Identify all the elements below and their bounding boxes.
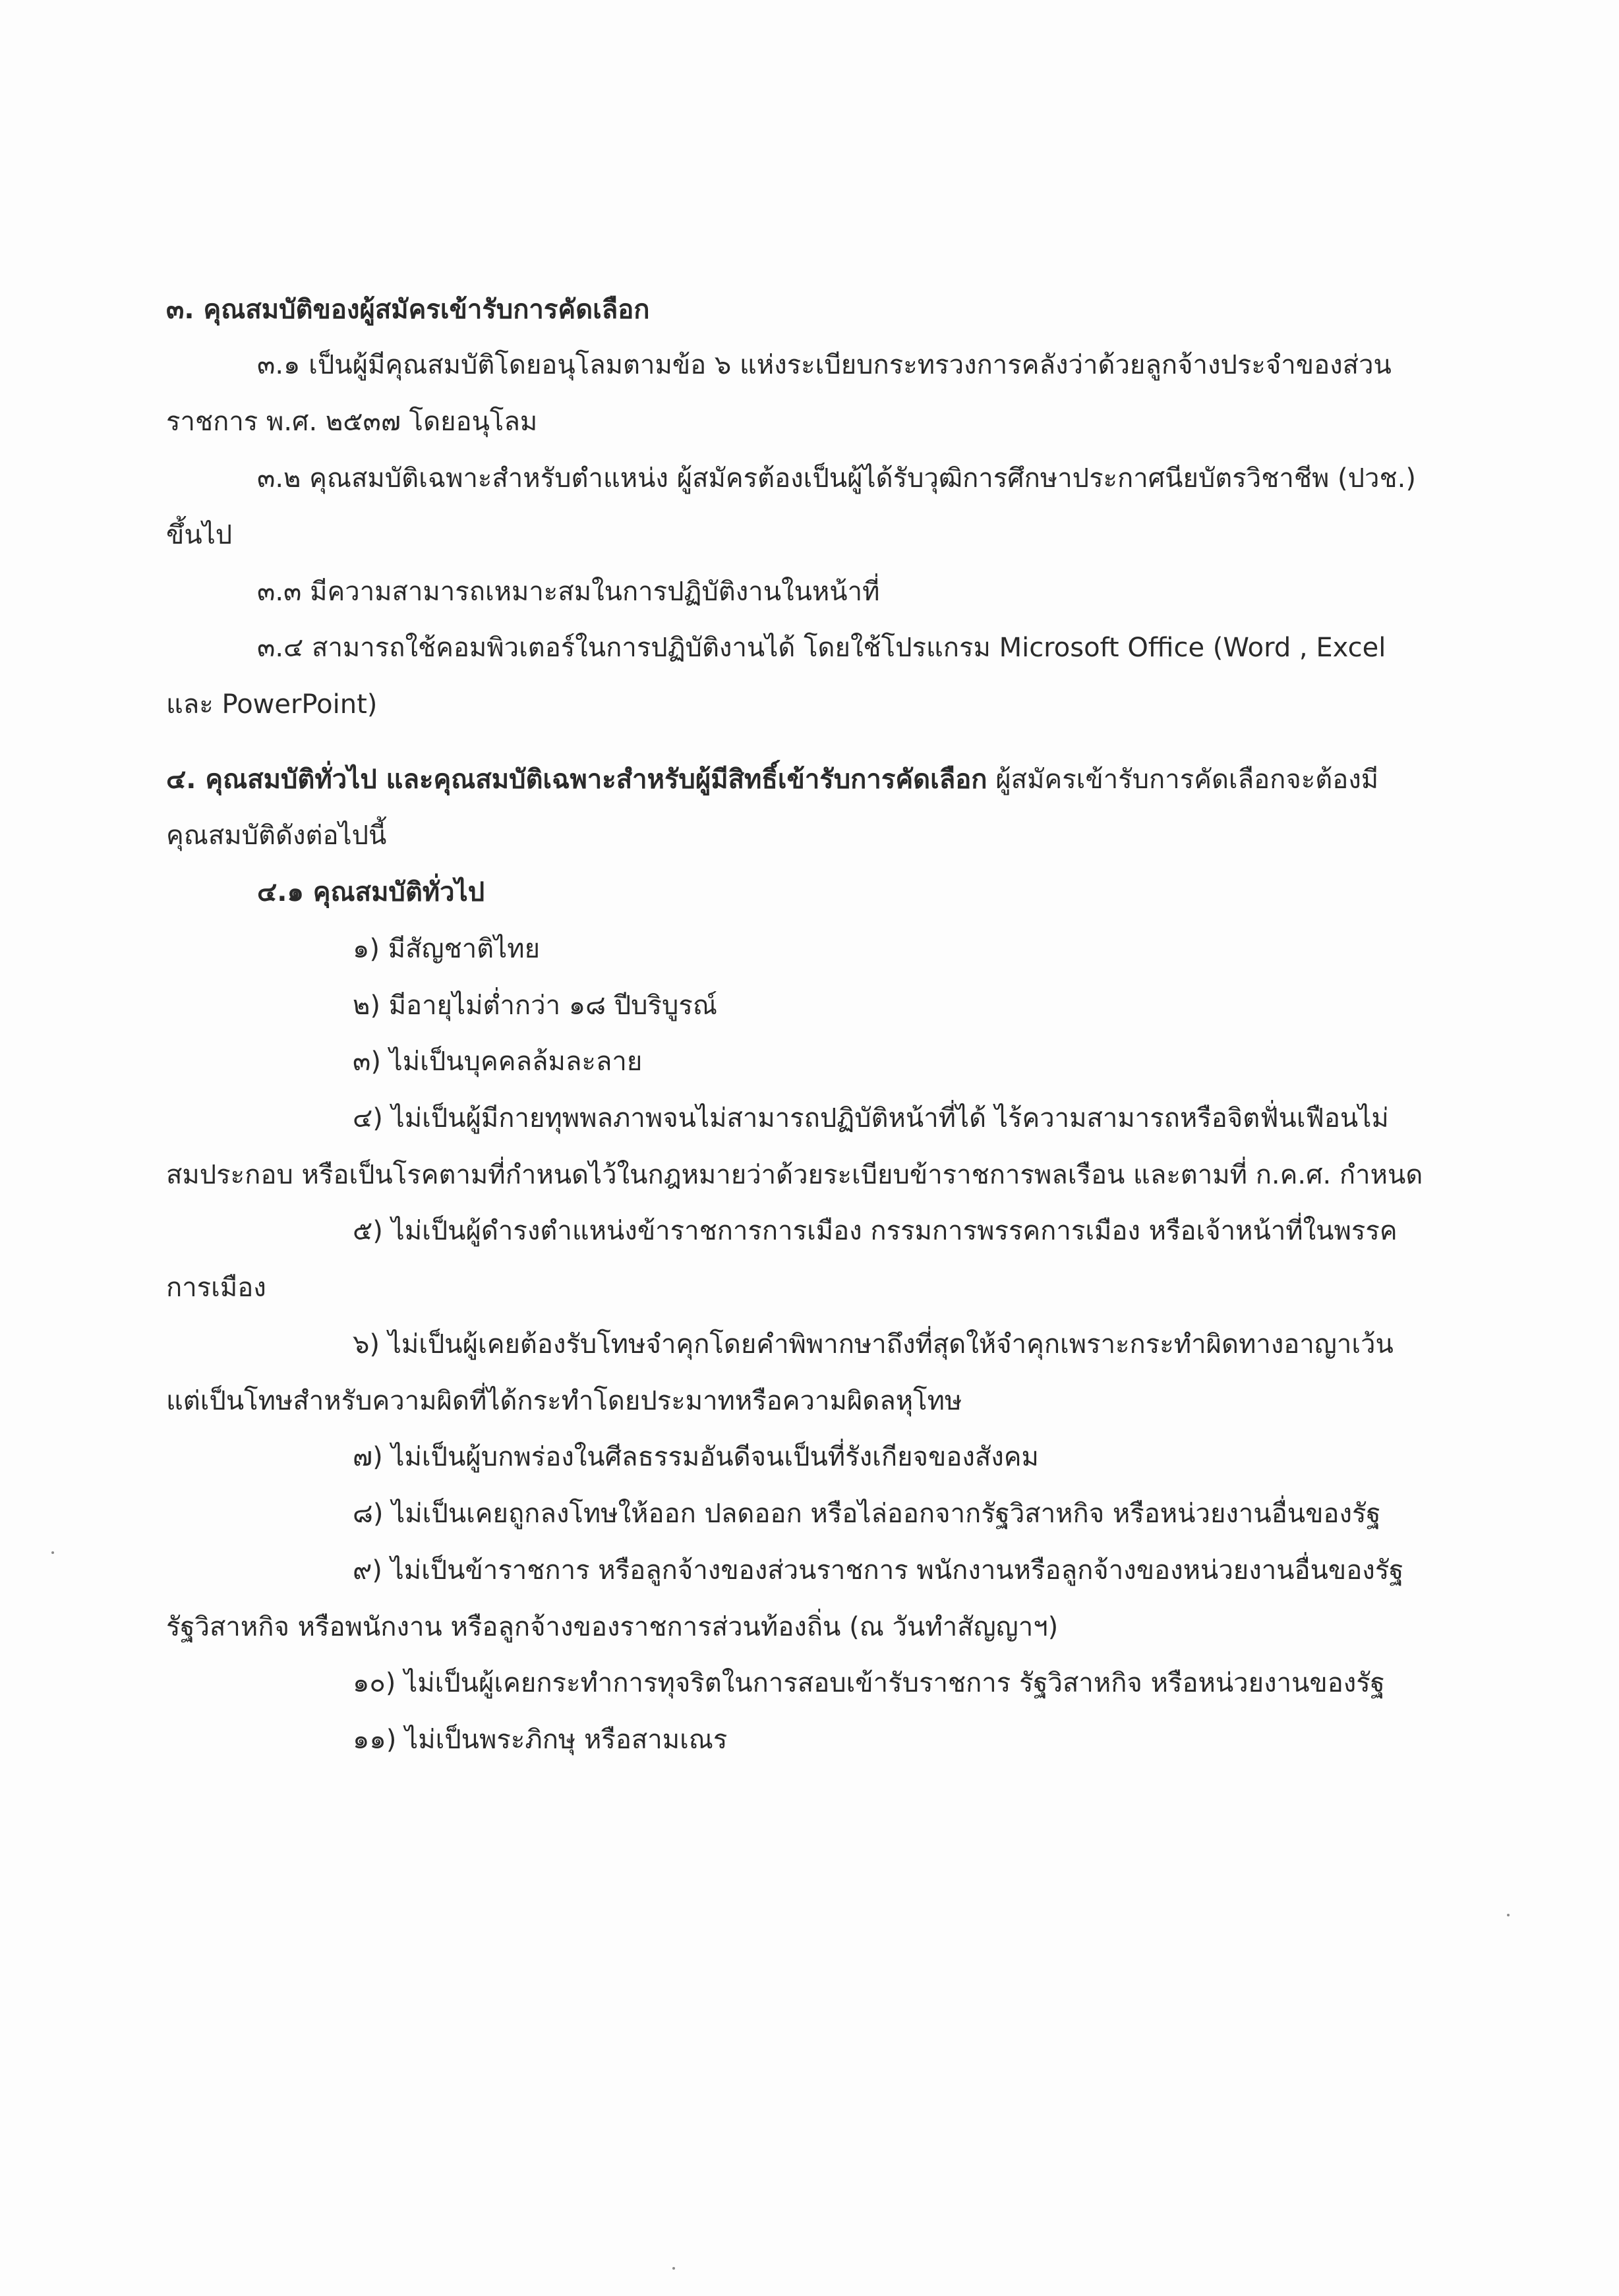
item-3-1-line-2: ราชการ พ.ศ. ๒๕๓๗ โดยอนุโลม: [166, 407, 538, 437]
qualification-4-line-2: สมประกอบ หรือเป็นโรคตามที่กำหนดไว้ในกฎหมายว่าด้วยระเบียบข้าราชการพลเรือน และตามที่ ก.ค.ศ. กำหนด: [166, 1160, 1423, 1190]
item-3-3: ๓.๓ มีความสามารถเหมาะสมในการปฏิบัติงานในหน้าที่: [257, 577, 880, 607]
qualification-3: ๓) ไม่เป็นบุคคลล้มละลาย: [353, 1047, 643, 1077]
item-3-1-line-1: ๓.๑ เป็นผู้มีคุณสมบัติโดยอนุโลมตามข้อ ๖ แห่งระเบียบกระทรวงการคลังว่าด้วยลูกจ้างประจำของส่วน: [257, 350, 1392, 380]
item-3-2-line-1: ๓.๒ คุณสมบัติเฉพาะสำหรับตำแหน่ง ผู้สมัครต้องเป็นผู้ได้รับวุฒิการศึกษาประกาศนียบัตรวิชาชีพ (ปวช.): [257, 463, 1416, 494]
qualification-2: ๒) มีอายุไม่ต่ำกว่า ๑๘ ปีบริบูรณ์: [353, 990, 717, 1021]
qualification-9-line-2: รัฐวิสาหกิจ หรือพนักงาน หรือลูกจ้างของราชการส่วนท้องถิ่น (ณ วันทำสัญญาฯ): [166, 1612, 1059, 1642]
item-3-4-line-1: ๓.๔ สามารถใช้คอมพิวเตอร์ในการปฏิบัติงานได้ โดยใช้โปรแกรม Microsoft Office (Word , Excel: [257, 633, 1386, 663]
scan-speck: [51, 1551, 54, 1554]
qualification-4-line-1: ๔) ไม่เป็นผู้มีกายทุพพลภาพจนไม่สามารถปฏิบัติหน้าที่ได้ ไร้ความสามารถหรือจิตฟั่นเฟือนไม่: [353, 1103, 1389, 1134]
section-4-heading-line-2: คุณสมบัติดังต่อไปนี้: [166, 820, 387, 851]
scan-speck: [1507, 1914, 1510, 1916]
qualification-6-line-1: ๖) ไม่เป็นผู้เคยต้องรับโทษจำคุกโดยคำพิพากษาถึงที่สุดให้จำคุกเพราะกระทำผิดทางอาญาเว้น: [353, 1329, 1394, 1360]
qualification-5-line-2: การเมือง: [166, 1273, 266, 1303]
scan-speck: [672, 2267, 675, 2270]
qualification-5-line-1: ๕) ไม่เป็นผู้ดำรงตำแหน่งข้าราชการการเมือง กรรมการพรรคการเมือง หรือเจ้าหน้าที่ในพรรค: [353, 1216, 1398, 1246]
section-4-heading-line-1: [166, 761, 1378, 798]
qualification-10: ๑๐) ไม่เป็นผู้เคยกระทำการทุจริตในการสอบเข้ารับราชการ รัฐวิสาหกิจ หรือหน่วยงานของรัฐ: [353, 1668, 1385, 1698]
qualification-11: ๑๑) ไม่เป็นพระภิกษุ หรือสามเณร: [353, 1725, 728, 1755]
qualification-7: ๗) ไม่เป็นผู้บกพร่องในศีลธรรมอันดีจนเป็นที่รังเกียจของสังคม: [353, 1442, 1039, 1472]
qualification-6-line-2: แต่เป็นโทษสำหรับความผิดที่ได้กระทำโดยประมาทหรือความผิดลหุโทษ: [166, 1386, 962, 1416]
section-4-heading: ๔. คุณสมบัติทั่วไป และคุณสมบัติเฉพาะสำหรับผู้มีสิทธิ์เข้ารับการคัดเลือก: [166, 764, 987, 795]
qualification-1: ๑) มีสัญชาติไทย: [353, 934, 541, 964]
item-3-4-line-2: และ PowerPoint): [166, 689, 378, 720]
qualification-8: ๘) ไม่เป็นเคยถูกลงโทษให้ออก ปลดออก หรือไล่ออกจากรัฐวิสาหกิจ หรือหน่วยงานอื่นของรัฐ: [353, 1499, 1381, 1529]
item-3-2-line-2: ขึ้นไป: [166, 520, 233, 550]
sub-heading-4-1: ๔.๑ คุณสมบัติทั่วไป: [257, 877, 485, 907]
section-3-heading: ๓. คุณสมบัติของผู้สมัครเข้ารับการคัดเลือก: [166, 295, 650, 325]
section-4-heading-rest: ผู้สมัครเข้ารับการคัดเลือกจะต้องมี: [987, 764, 1379, 795]
qualification-9-line-1: ๙) ไม่เป็นข้าราชการ หรือลูกจ้างของส่วนราชการ พนักงานหรือลูกจ้างของหน่วยงานอื่นของรัฐ: [353, 1555, 1404, 1586]
